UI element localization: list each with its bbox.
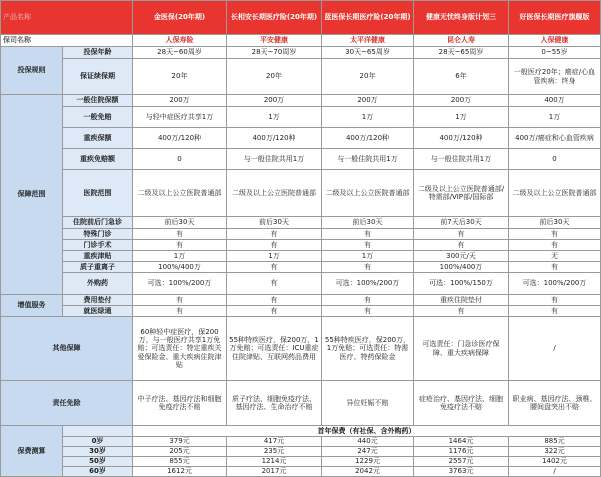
table-cell: 322元 — [509, 447, 601, 457]
table-row — [1, 47, 601, 59]
table-cell: 55种特疾医疗，保200万，1万免赔；可选责任：ICU重症住院津贴、互联网药品费用 — [227, 317, 322, 381]
table-cell: 3763元 — [414, 467, 509, 477]
table-row — [1, 240, 601, 251]
table-cell: 205元 — [133, 447, 227, 457]
table-row — [1, 229, 601, 240]
table-cell: 有 — [133, 295, 227, 306]
company-cell: 平安健康 — [227, 35, 322, 47]
table-cell: 1万 — [227, 251, 322, 262]
row-label-special-clinic: 特殊门诊 — [63, 229, 133, 240]
table-cell: 20年 — [322, 59, 414, 95]
table-cell: 885元 — [509, 437, 601, 447]
table-cell: 与一般住院共用1万 — [414, 149, 509, 170]
company-cell: 昆仑人寿 — [414, 35, 509, 47]
table-cell: 1176元 — [414, 447, 509, 457]
table-cell: 1万 — [227, 107, 322, 128]
table-cell: 有 — [509, 262, 601, 273]
table-cell: 前7天后30天 — [414, 217, 509, 229]
row-label-green-channel: 就医绿通 — [63, 306, 133, 317]
table-cell: 二级及以上公立医院普通部 — [133, 170, 227, 217]
table-cell: 20年 — [133, 59, 227, 95]
table-cell: 有 — [509, 295, 601, 306]
table-cell: 有 — [509, 229, 601, 240]
table-cell: 一般医疗20年；癌症/心血管疾病：终身 — [509, 59, 601, 95]
table-cell: 有 — [133, 240, 227, 251]
table-cell: 28天~70周岁 — [227, 47, 322, 59]
table-cell: 400万/120种 — [414, 128, 509, 149]
table-cell: 28天~60周岁 — [133, 47, 227, 59]
row-label-allowance: 重疾津贴 — [63, 251, 133, 262]
table-cell: 有 — [322, 240, 414, 251]
table-cell: 1464元 — [414, 437, 509, 447]
table-cell: 二级及以上公立医院普通部 — [322, 170, 414, 217]
table-cell: 有 — [133, 306, 227, 317]
row-label-general-limit: 一般住院保额 — [63, 95, 133, 107]
product-lanyibao: 蓝医保长期医疗险(20年期) — [322, 1, 414, 35]
table-cell: 400万/120种 — [322, 128, 414, 149]
premium-title-row — [1, 426, 601, 437]
row-label-renewal: 保证续保期 — [63, 59, 133, 95]
table-cell: 有 — [227, 273, 322, 295]
table-row — [1, 95, 601, 107]
table-cell: 与一般住院共用1万 — [322, 149, 414, 170]
table-cell: 200万 — [414, 95, 509, 107]
table-cell: 有 — [322, 306, 414, 317]
table-row — [1, 128, 601, 149]
table-cell: 前后30天 — [133, 217, 227, 229]
table-cell: 有 — [227, 262, 322, 273]
table-cell: 0~55岁 — [509, 47, 601, 59]
table-row — [1, 217, 601, 229]
table-cell: 855元 — [133, 457, 227, 467]
table-cell: 200万 — [227, 95, 322, 107]
table-cell: / — [509, 317, 601, 381]
table-row — [1, 251, 601, 262]
table-cell: 有 — [227, 229, 322, 240]
table-cell: 二级及以上公立医院普通部 — [227, 170, 322, 217]
table-cell: 有 — [322, 295, 414, 306]
company-cell: 太平洋健康 — [322, 35, 414, 47]
table-cell: 有 — [227, 295, 322, 306]
table-cell: 有 — [509, 240, 601, 251]
table-cell: 有 — [322, 229, 414, 240]
premium-age-label: 60岁 — [63, 467, 133, 477]
company-cell: 人保寿险 — [133, 35, 227, 47]
product-jinyibao: 金医保(20年期) — [133, 1, 227, 35]
table-cell: 200万 — [133, 95, 227, 107]
table-cell: 可选：100%/200万 — [322, 273, 414, 295]
table-cell: 有 — [133, 229, 227, 240]
table-cell: 前后30天 — [509, 217, 601, 229]
table-cell: 100%/400万 — [414, 262, 509, 273]
table-cell: 与一般住院共用1万 — [227, 149, 322, 170]
category-rules: 投保规则 — [1, 47, 63, 95]
table-row — [1, 437, 601, 447]
table-cell: 可选：100%/200万 — [509, 273, 601, 295]
table-cell: 0 — [133, 149, 227, 170]
table-cell: 300元/天 — [414, 251, 509, 262]
table-cell: 400万/癌症和心血管疾病 — [509, 128, 601, 149]
company-row — [1, 35, 601, 47]
table-row — [1, 273, 601, 295]
table-cell: 有 — [414, 306, 509, 317]
table-cell: 有 — [509, 306, 601, 317]
table-cell: 60种轻中症医疗，保200万，与一般医疗共享1万免赔；可选责任：特定重疾关爱保险金、重大疾病住院津贴 — [133, 317, 227, 381]
table-cell: 1万 — [133, 251, 227, 262]
category-exclusion: 责任免除 — [1, 381, 133, 426]
row-label-critical-deductible: 重疾免赔额 — [63, 149, 133, 170]
row-label-critical-limit: 重疾保额 — [63, 128, 133, 149]
table-cell: 30天~65周岁 — [322, 47, 414, 59]
row-label-external-drug: 外购药 — [63, 273, 133, 295]
table-cell: 1229元 — [322, 457, 414, 467]
category-scope: 保障范围 — [1, 95, 63, 295]
table-cell: 无 — [509, 251, 601, 262]
company-header: 保司名称 — [1, 35, 133, 47]
table-cell: 症疮治疗、基因疗法、细胞免疫疗法不赔 — [414, 381, 509, 426]
table-cell: 异位妊娠不赔 — [322, 381, 414, 426]
table-cell: 二级及以上公立医院普通部 — [509, 170, 601, 217]
table-cell: 可选：100%/150万 — [414, 273, 509, 295]
table-cell: 前后30天 — [227, 217, 322, 229]
table-cell: 417元 — [227, 437, 322, 447]
table-cell: 1万 — [322, 251, 414, 262]
table-cell: 0 — [509, 149, 601, 170]
premium-age-label: 30岁 — [63, 447, 133, 457]
table-cell: 有 — [414, 240, 509, 251]
table-cell: 职业病、基因疗法、颈椎、腰间盘突出不赔 — [509, 381, 601, 426]
table-cell: 6年 — [414, 59, 509, 95]
table-row — [1, 59, 601, 95]
table-row — [1, 262, 601, 273]
table-cell: 400万/120种 — [227, 128, 322, 149]
table-cell: 中子疗法、基因疗法和细胞免疫疗法不赔 — [133, 381, 227, 426]
row-label-clinic-surgery: 门诊手术 — [63, 240, 133, 251]
table-row — [1, 447, 601, 457]
premium-age-label: 0岁 — [63, 437, 133, 447]
table-cell: 247元 — [322, 447, 414, 457]
table-cell: 400万 — [509, 95, 601, 107]
product-header-row — [1, 1, 601, 35]
category-other: 其他保障 — [1, 317, 133, 381]
product-jiankangwuyou: 健康无忧终身版计划三 — [414, 1, 509, 35]
premium-title: 首年保费（有社保、含外购药） — [133, 426, 601, 437]
table-row — [1, 457, 601, 467]
table-row — [1, 467, 601, 477]
table-cell: 1402元 — [509, 457, 601, 467]
table-cell: 与轻中症医疗共享1万 — [133, 107, 227, 128]
table-cell: 100%/400万 — [133, 262, 227, 273]
category-value-added: 增值服务 — [1, 295, 63, 317]
table-cell: 有 — [227, 240, 322, 251]
table-cell: 379元 — [133, 437, 227, 447]
table-cell: 28天~65周岁 — [414, 47, 509, 59]
category-premium: 保费测算 — [1, 426, 63, 477]
table-cell: 1612元 — [133, 467, 227, 477]
table-cell: 可选责任：门急诊医疗保障、重大疾病保障 — [414, 317, 509, 381]
table-cell: 质子疗法、细胞免疫疗法、基因疗法、生命治疗不赔 — [227, 381, 322, 426]
table-cell: 55种特疾医疗，保200万，1万免赔；可选责任：特需医疗、特药保险金 — [322, 317, 414, 381]
table-cell: 有 — [414, 229, 509, 240]
table-cell: 400万/120种 — [133, 128, 227, 149]
table-cell: 1万 — [414, 107, 509, 128]
table-cell: 有 — [227, 306, 322, 317]
table-cell: 2042元 — [322, 467, 414, 477]
table-cell: 200万 — [322, 95, 414, 107]
table-cell: 1万 — [509, 107, 601, 128]
row-label-general-deductible: 一般免赔 — [63, 107, 133, 128]
table-cell: 二级及以上公立医院普通部/特需部/VIP部/国际部 — [414, 170, 509, 217]
table-row — [1, 149, 601, 170]
table-row — [1, 295, 601, 306]
row-label-advance: 费用垫付 — [63, 295, 133, 306]
table-cell: 前后30天 — [322, 217, 414, 229]
table-cell: 2557元 — [414, 457, 509, 467]
row-label-pre-post: 住院前后门急诊 — [63, 217, 133, 229]
company-cell: 人保健康 — [509, 35, 601, 47]
table-cell: 1214元 — [227, 457, 322, 467]
table-row — [1, 107, 601, 128]
product-changxiangan: 长相安长期医疗险(20年期) — [227, 1, 322, 35]
product-name-header: 产品名称 — [1, 1, 133, 35]
table-cell: 重疾住院垫付 — [414, 295, 509, 306]
product-haoyibao: 好医保长期医疗旗舰版 — [509, 1, 601, 35]
row-label-hospital: 医院范围 — [63, 170, 133, 217]
table-cell: 235元 — [227, 447, 322, 457]
table-cell: 1万 — [322, 107, 414, 128]
table-cell: 有 — [322, 262, 414, 273]
table-cell: 440元 — [322, 437, 414, 447]
table-cell: 20年 — [227, 59, 322, 95]
table-row — [1, 381, 601, 426]
table-cell: / — [509, 467, 601, 477]
premium-age-label: 50岁 — [63, 457, 133, 467]
table-row — [1, 170, 601, 217]
table-cell: 2017元 — [227, 467, 322, 477]
table-row — [1, 306, 601, 317]
table-row — [1, 317, 601, 381]
row-label-proton: 质子重离子 — [63, 262, 133, 273]
row-label-age: 投保年龄 — [63, 47, 133, 59]
table-cell: 可选：100%/200万 — [133, 273, 227, 295]
